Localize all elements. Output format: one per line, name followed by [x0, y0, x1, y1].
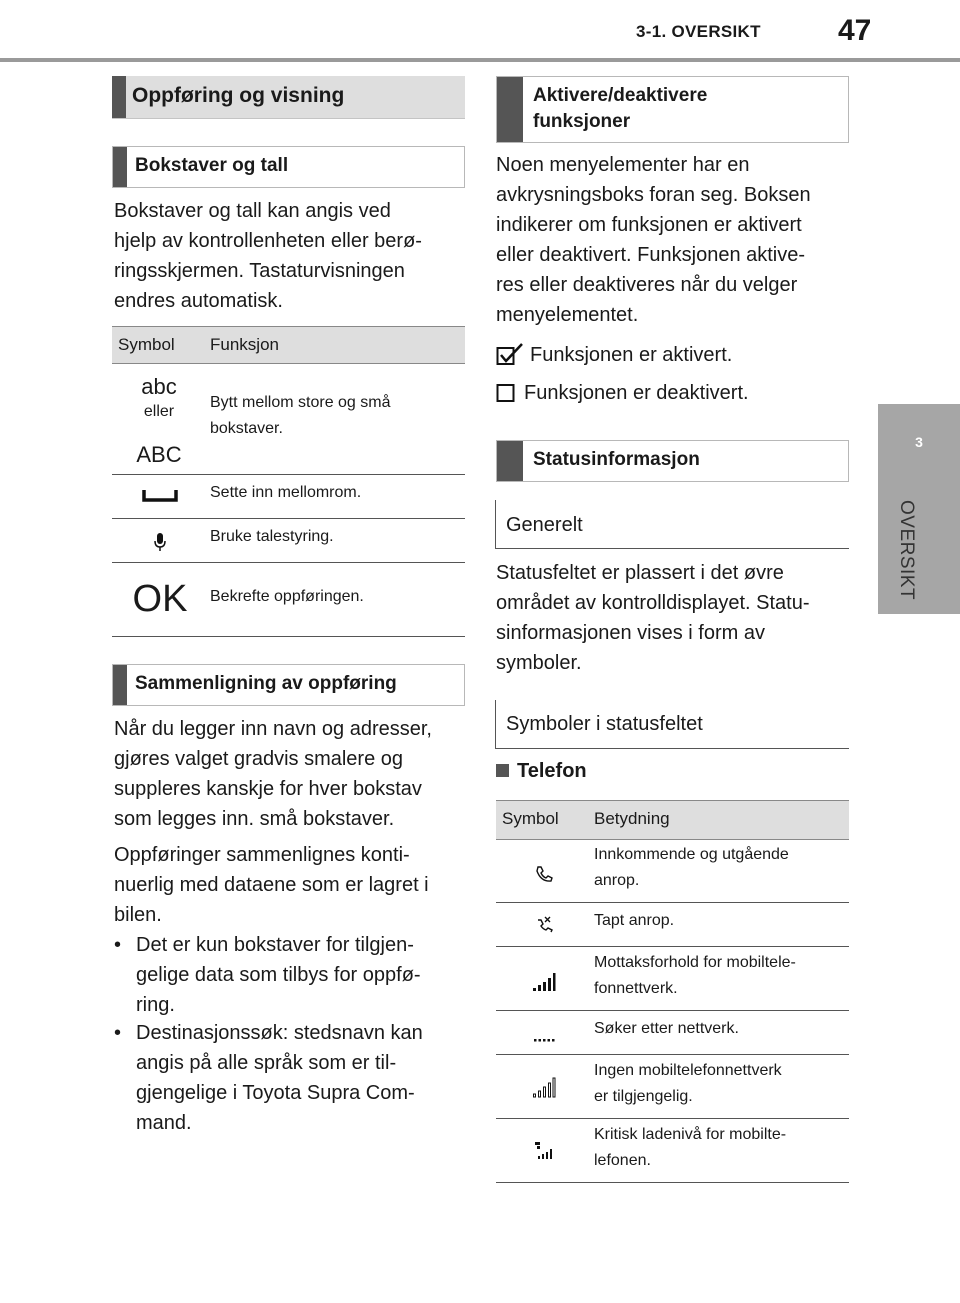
intro-paragraph: Bokstaver og tall kan angis ved hjelp av kontrollenheten eller berø- ringsskjermen. Tastaturvisningen endres automatisk.	[114, 200, 422, 312]
table-row	[496, 1010, 849, 1055]
bullet-dot: •	[114, 1022, 122, 1044]
table-row	[112, 562, 465, 637]
row-description: Søker etter nettverk.	[594, 1020, 739, 1037]
space-bar-icon	[112, 474, 208, 518]
row-description: Bytt mellom store og små bokstaver.	[210, 394, 391, 437]
subsection-heading-text: Statusinformasjon	[533, 449, 700, 470]
subsection-heading-text: Aktivere/deaktivere funksjoner	[533, 85, 708, 132]
table-row	[112, 474, 465, 519]
unchecked-line	[496, 378, 846, 408]
table-row	[496, 1118, 849, 1183]
phone-heading: Telefon	[496, 760, 587, 783]
checked-text: Funksjonen er aktivert.	[530, 344, 733, 366]
signal-strength-icon	[496, 960, 592, 1004]
subsection-heading-text: Bokstaver og tall	[135, 155, 289, 176]
subsection-heading	[496, 76, 849, 143]
minor-heading	[495, 700, 849, 749]
minor-heading-text: Symboler i statusfeltet	[506, 713, 703, 735]
section-heading-text: Oppføring og visning	[132, 84, 345, 107]
status-paragraph: Statusfeltet er plassert i det øvre området av kontrolldisplayet. Statu- sinformasjonen vises i form av symboler.	[496, 562, 810, 674]
row-description: Mottaksforhold for mobiltele- fonnettverk.	[594, 954, 796, 997]
checkbox-unchecked-icon	[496, 383, 516, 408]
bullet-dot: •	[114, 934, 122, 956]
minor-heading	[495, 500, 849, 549]
header-rule	[0, 58, 960, 62]
subsection-heading	[496, 440, 849, 482]
or-label: eller	[143, 403, 175, 420]
table-row	[112, 362, 465, 475]
page-number: 47	[838, 14, 872, 47]
col-meaning: Betydning	[594, 809, 670, 828]
uppercase-symbol: ABC	[136, 442, 182, 467]
no-network-icon	[496, 1066, 592, 1110]
minor-heading-text: Generelt	[506, 514, 583, 536]
subsection-heading-text: Sammenligning av oppføring	[135, 673, 397, 694]
square-bullet-icon	[496, 764, 509, 777]
ok-symbol: OK	[132, 578, 188, 620]
col-function: Funksjon	[210, 335, 279, 354]
chapter-tab-label: OVERSIKT	[896, 500, 917, 601]
chapter-tab-number: 3	[915, 434, 923, 450]
section-title: 3-1. OVERSIKT	[636, 22, 761, 41]
unchecked-text: Funksjonen er deaktivert.	[524, 382, 749, 404]
table-row	[496, 838, 849, 903]
section-heading	[112, 76, 465, 119]
checked-line	[496, 340, 846, 370]
row-description: Tapt anrop.	[594, 912, 675, 929]
row-description: Ingen mobiltelefonnettverk er tilgjengelig.	[594, 1062, 782, 1105]
row-description: Innkommende og utgående anrop.	[594, 846, 789, 889]
lowercase-symbol: abc	[141, 374, 177, 399]
table-row	[496, 946, 849, 1011]
checkbox-paragraph: Noen menyelementer har en avkrysningsboks foran seg. Boksen indikerer om funksjonen er aktivert eller deaktivert. Funksjonen aktive- res eller deaktiveres når du velger menyelementet.	[496, 154, 811, 326]
table-row	[496, 902, 849, 947]
row-description: Sette inn mellomrom.	[210, 484, 362, 501]
table-header	[496, 800, 849, 840]
bullet-text: Det er kun bokstaver for tilgjen- gelige data som tilbys for oppfø- ring.	[136, 934, 421, 1016]
table-header	[112, 326, 465, 364]
checkbox-checked-icon	[496, 342, 526, 371]
table-row	[496, 1054, 849, 1119]
bullet-item	[114, 930, 464, 1020]
col-symbol: Symbol	[502, 809, 559, 828]
microphone-icon	[112, 518, 208, 566]
subsection-heading	[112, 146, 465, 188]
bullet-text: Destinasjonssøk: stedsnavn kan angis på alle språk som er til- gjengelige i Toyota Supra Com- mand.	[136, 1022, 423, 1134]
bullet-item	[114, 1018, 464, 1138]
table-row	[112, 518, 465, 563]
missed-call-icon	[496, 902, 592, 946]
row-description: Bruke talestyring.	[210, 528, 334, 545]
comparison-paragraph: Når du legger inn navn og adresser, gjøres valget gradvis smalere og suppleres kanskje for hver bokstav som legges inn. små bokstaver.	[114, 718, 432, 830]
subsection-heading	[112, 664, 465, 706]
low-battery-icon	[496, 1128, 592, 1172]
row-description: Kritisk ladenivå for mobilte- lefonen.	[594, 1126, 787, 1169]
col-symbol: Symbol	[118, 335, 175, 354]
phone-icon	[496, 852, 592, 896]
row-description: Bekrefte oppføringen.	[210, 588, 364, 605]
continuous-paragraph: Oppføringer sammenlignes konti- nuerlig med dataene som er lagret i bilen.	[114, 844, 429, 926]
